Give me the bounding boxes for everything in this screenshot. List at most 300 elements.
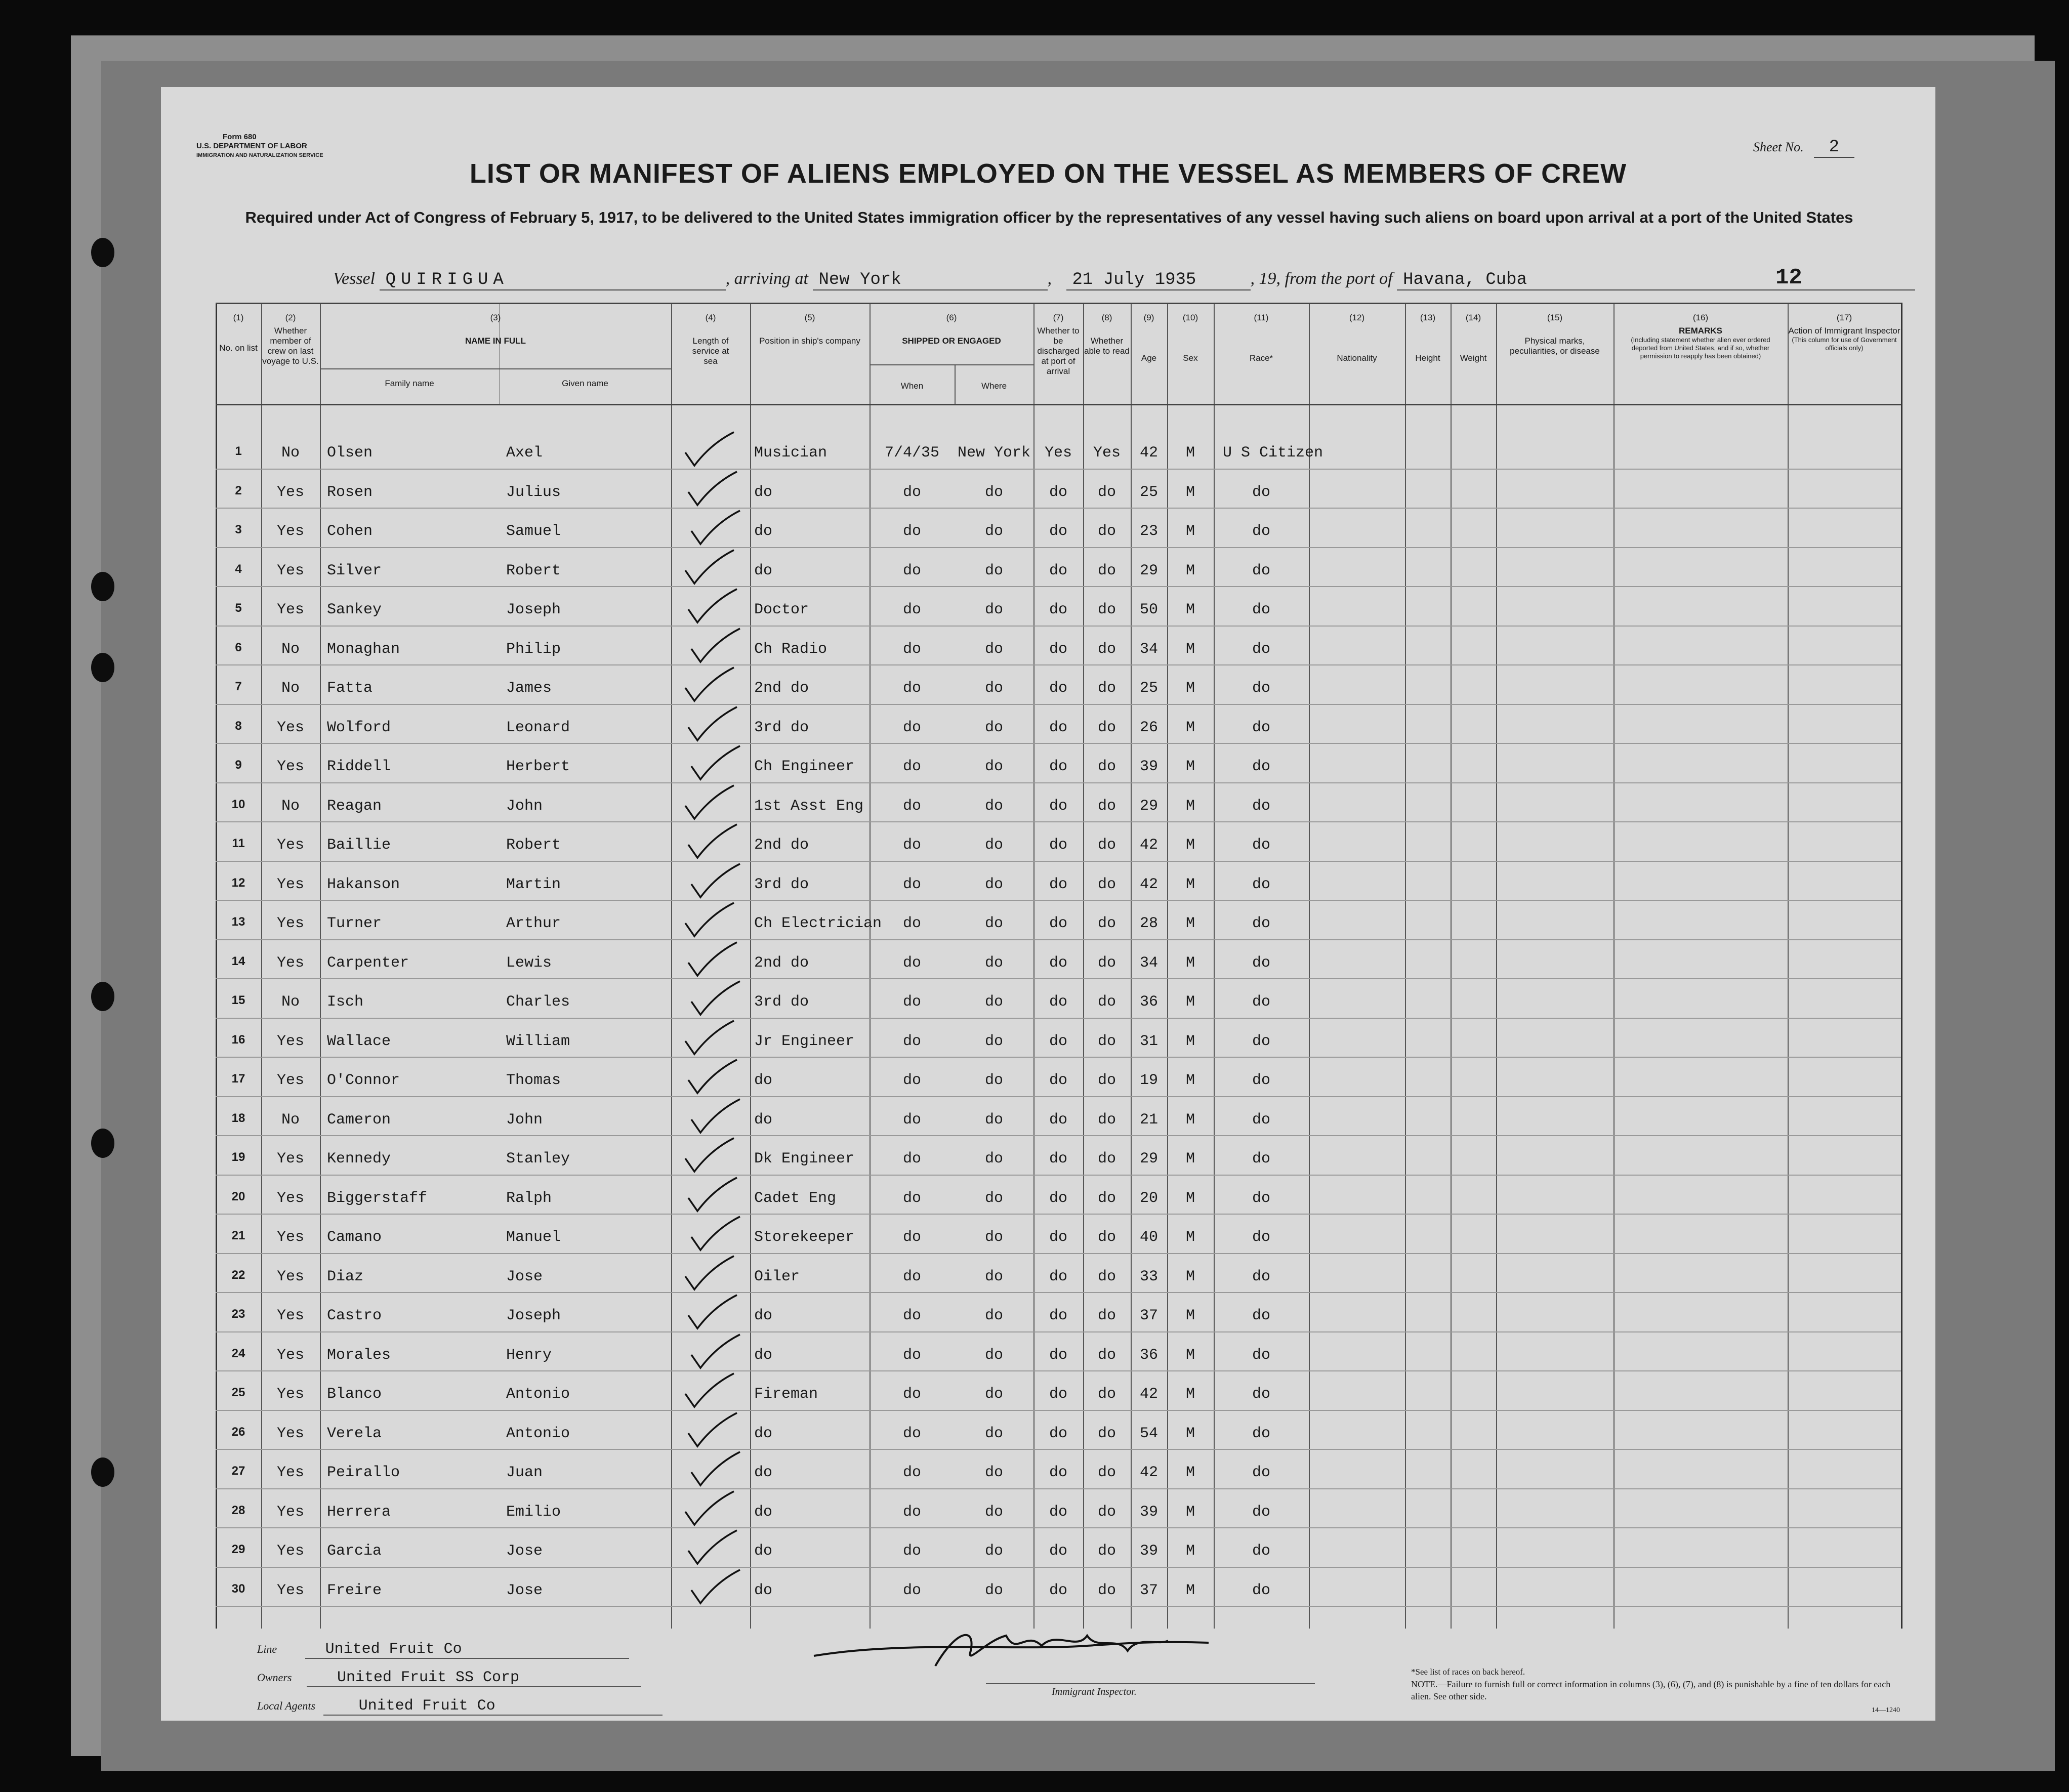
discharged-cell: do xyxy=(1049,601,1067,618)
checkmark-icon xyxy=(681,1135,737,1176)
given-name-cell: John xyxy=(506,797,543,815)
when-cell: do xyxy=(902,1268,921,1285)
crew-cell: Yes xyxy=(276,837,304,854)
family-name-cell: Freire xyxy=(327,1581,382,1599)
crew-cell: Yes xyxy=(276,915,304,932)
read-cell: do xyxy=(1097,483,1116,501)
given-name-cell: William xyxy=(506,1032,570,1050)
row-rule xyxy=(216,1449,1901,1450)
checkmark-icon xyxy=(684,821,740,862)
crew-cell: Yes xyxy=(276,562,304,579)
age-cell: 34 xyxy=(1139,640,1158,658)
given-name-cell: Leonard xyxy=(506,719,570,736)
binder-hole xyxy=(91,653,114,682)
age-cell: 21 xyxy=(1139,1111,1158,1129)
family-name-cell: O'Connor xyxy=(327,1072,400,1089)
col-header-height xyxy=(1405,313,1451,363)
position-cell: do xyxy=(754,523,773,540)
position-cell: Doctor xyxy=(754,601,809,618)
family-name-cell: Cameron xyxy=(327,1111,391,1129)
read-cell: do xyxy=(1097,837,1116,854)
crew-cell: Yes xyxy=(276,1072,304,1089)
position-cell: 3rd do xyxy=(754,876,809,893)
col-number: (14) xyxy=(1465,313,1481,322)
form-number: Form 680 xyxy=(223,133,257,141)
col-label: Sex xyxy=(1183,353,1198,363)
inspector-signature xyxy=(804,1620,1219,1676)
position-cell: do xyxy=(754,1581,773,1599)
position-cell: do xyxy=(754,1503,773,1521)
family-name-cell: Cohen xyxy=(327,523,373,540)
col-label: NAME IN FULL xyxy=(465,336,526,346)
given-name-cell: Axel xyxy=(506,444,543,462)
read-cell: do xyxy=(1097,1032,1116,1050)
age-cell: 20 xyxy=(1139,1189,1158,1207)
row-rule xyxy=(216,861,1901,862)
crew-cell: Yes xyxy=(276,954,304,972)
family-name-cell: Herrera xyxy=(327,1503,391,1521)
col-label: Age xyxy=(1141,353,1157,363)
race-cell: do xyxy=(1252,915,1270,932)
discharged-cell: do xyxy=(1049,1581,1067,1599)
row-rule xyxy=(216,1370,1901,1371)
discharged-cell: do xyxy=(1049,523,1067,540)
row-rule xyxy=(216,704,1901,705)
row-number: 13 xyxy=(231,915,245,929)
col-number: (9) xyxy=(1143,313,1154,322)
row-number: 22 xyxy=(231,1268,245,1282)
given-name-cell: Lewis xyxy=(506,954,552,972)
row-number: 12 xyxy=(231,876,245,890)
col-label: Height xyxy=(1415,353,1440,363)
column-divider xyxy=(320,303,321,1629)
race-cell: do xyxy=(1252,1543,1270,1560)
discharged-cell: do xyxy=(1049,1386,1067,1403)
sheet-number xyxy=(1753,138,1854,157)
when-cell: do xyxy=(902,1464,921,1481)
sex-cell: M xyxy=(1185,719,1195,736)
read-cell: do xyxy=(1097,1503,1116,1521)
col-header-where: Where xyxy=(981,381,1007,391)
checkmark-icon xyxy=(684,704,740,744)
row-number: 21 xyxy=(231,1229,245,1242)
race-cell: do xyxy=(1252,1189,1270,1207)
row-number: 11 xyxy=(232,837,245,850)
position-cell: Jr Engineer xyxy=(754,1032,855,1050)
service-name: IMMIGRATION AND NATURALIZATION SERVICE xyxy=(196,152,323,158)
read-cell: do xyxy=(1097,758,1116,775)
owners-label: Owners xyxy=(257,1671,292,1684)
read-cell: Yes xyxy=(1093,444,1121,462)
when-cell: do xyxy=(902,993,921,1011)
binder-hole xyxy=(91,572,114,601)
position-cell: do xyxy=(754,1072,773,1089)
row-number: 28 xyxy=(231,1503,245,1517)
age-cell: 25 xyxy=(1139,680,1158,697)
when-cell: do xyxy=(902,797,921,815)
family-name-cell: Wallace xyxy=(327,1032,391,1050)
discharged-cell: do xyxy=(1049,1307,1067,1324)
crew-cell: Yes xyxy=(276,1581,304,1599)
where-cell: do xyxy=(984,1268,1003,1285)
discharged-cell: do xyxy=(1049,954,1067,972)
given-name-cell: Julius xyxy=(506,483,561,501)
checkmark-icon xyxy=(684,586,740,627)
when-cell: do xyxy=(902,1503,921,1521)
when-cell: do xyxy=(902,523,921,540)
family-name-cell: Carpenter xyxy=(327,954,409,972)
given-name-cell: Robert xyxy=(506,837,561,854)
age-cell: 39 xyxy=(1139,1543,1158,1560)
discharged-cell: do xyxy=(1049,1229,1067,1246)
when-cell: do xyxy=(902,1581,921,1599)
given-name-cell: Jose xyxy=(506,1268,543,1285)
when-cell: do xyxy=(902,758,921,775)
column-divider xyxy=(1496,303,1497,1629)
row-rule xyxy=(216,1175,1901,1176)
col-number: (6) xyxy=(946,313,957,322)
row-rule xyxy=(216,1606,1901,1607)
where-cell: do xyxy=(984,1425,1003,1442)
read-cell: do xyxy=(1097,1268,1116,1285)
owners-value: United Fruit SS Corp xyxy=(307,1669,641,1687)
checkmark-icon xyxy=(684,1057,740,1097)
crew-cell: No xyxy=(281,640,300,658)
position-cell: Ch Radio xyxy=(754,640,827,658)
row-rule xyxy=(216,782,1901,783)
given-name-cell: Ralph xyxy=(506,1189,552,1207)
where-cell: do xyxy=(984,1307,1003,1324)
binder-hole xyxy=(91,238,114,267)
row-rule xyxy=(216,1331,1901,1332)
given-name-cell: Martin xyxy=(506,876,561,893)
row-number: 18 xyxy=(231,1111,245,1125)
where-cell: do xyxy=(984,1229,1003,1246)
col-label: Whether to be discharged at port of arrival xyxy=(1037,326,1080,376)
col-header-age xyxy=(1131,313,1167,363)
age-cell: 26 xyxy=(1139,719,1158,736)
where-cell: do xyxy=(984,797,1003,815)
col-header-shipped xyxy=(870,313,1033,346)
where-cell: do xyxy=(984,483,1003,501)
given-name-cell: Robert xyxy=(506,562,561,579)
col-label: No. on list xyxy=(219,343,258,353)
read-cell: do xyxy=(1097,640,1116,658)
discharged-cell: do xyxy=(1049,680,1067,697)
col-sublabel: (Including statement whether alien ever ordered deported from United States, and if so, whether permission to reapply has been obtained) xyxy=(1631,336,1770,360)
row-rule xyxy=(216,1410,1901,1411)
given-name-cell: Samuel xyxy=(506,523,561,540)
crew-cell: Yes xyxy=(276,719,304,736)
row-number: 1 xyxy=(235,444,242,458)
discharged-cell: do xyxy=(1049,1111,1067,1129)
given-name-cell: Thomas xyxy=(506,1072,561,1089)
col-number: (1) xyxy=(233,313,244,322)
read-cell: do xyxy=(1097,719,1116,736)
checkmark-icon xyxy=(684,1292,740,1332)
race-cell: do xyxy=(1252,1503,1270,1521)
crew-cell: Yes xyxy=(276,601,304,618)
crew-cell: Yes xyxy=(276,1503,304,1521)
position-cell: do xyxy=(754,1346,773,1364)
given-name-cell: Philip xyxy=(506,640,561,658)
read-cell: do xyxy=(1097,523,1116,540)
given-name-cell: Joseph xyxy=(506,1307,561,1324)
discharged-cell: do xyxy=(1049,1150,1067,1168)
given-name-cell: Jose xyxy=(506,1581,543,1599)
family-name-cell: Verela xyxy=(327,1425,382,1442)
discharged-cell: do xyxy=(1049,640,1067,658)
col-label: REMARKS xyxy=(1679,326,1722,336)
checkmark-icon xyxy=(684,939,740,980)
page-title: LIST OR MANIFEST OF ALIENS EMPLOYED ON THE VESSEL AS MEMBERS OF CREW xyxy=(469,158,1627,189)
age-cell: 42 xyxy=(1139,876,1158,893)
sheet-number-label: Sheet No. xyxy=(1753,140,1804,154)
row-number: 29 xyxy=(231,1543,245,1556)
race-cell: do xyxy=(1252,1032,1270,1050)
col-label: Weight xyxy=(1460,353,1487,363)
given-name-cell: Jose xyxy=(506,1543,543,1560)
col-header-sex xyxy=(1167,313,1214,363)
checkmark-icon xyxy=(684,469,740,509)
family-name-cell: Camano xyxy=(327,1229,382,1246)
checkmark-icon xyxy=(681,1370,737,1411)
row-rule xyxy=(216,1135,1901,1136)
row-rule xyxy=(216,1253,1901,1254)
given-name-cell: Joseph xyxy=(506,601,561,618)
from-port: Havana, Cuba xyxy=(1397,270,1915,290)
footer-agents xyxy=(257,1697,663,1716)
vessel-name: QUIRIGUA xyxy=(380,270,726,290)
column-divider xyxy=(750,303,751,1629)
given-name-cell: Stanley xyxy=(506,1150,570,1168)
race-cell: do xyxy=(1252,719,1270,736)
col-label: Length of service at sea xyxy=(692,336,729,366)
row-number: 5 xyxy=(235,601,242,615)
crew-cell: Yes xyxy=(276,1346,304,1364)
col-number: (11) xyxy=(1254,313,1269,322)
sex-cell: M xyxy=(1185,915,1195,932)
where-cell: do xyxy=(984,680,1003,697)
crew-cell: Yes xyxy=(276,876,304,893)
sex-cell: M xyxy=(1185,993,1195,1011)
when-cell: do xyxy=(902,719,921,736)
col-number: (5) xyxy=(804,313,815,322)
family-name-cell: Olsen xyxy=(327,444,373,462)
family-name-cell: Hakanson xyxy=(327,876,400,893)
age-cell: 37 xyxy=(1139,1581,1158,1599)
read-cell: do xyxy=(1097,1346,1116,1364)
row-number: 14 xyxy=(231,954,245,968)
when-cell: do xyxy=(902,1111,921,1129)
row-rule xyxy=(216,1488,1901,1489)
race-cell: do xyxy=(1252,1229,1270,1246)
sex-cell: M xyxy=(1185,1229,1195,1246)
col-header-family: Family name xyxy=(385,379,434,388)
when-cell: do xyxy=(902,876,921,893)
age-cell: 42 xyxy=(1139,1464,1158,1481)
when-cell: do xyxy=(902,954,921,972)
where-cell: do xyxy=(984,758,1003,775)
col-label: Position in ship's company xyxy=(759,336,860,346)
where-cell: do xyxy=(984,1503,1003,1521)
position-cell: Dk Engineer xyxy=(754,1150,855,1168)
race-cell: do xyxy=(1252,523,1270,540)
checkmark-icon xyxy=(681,429,737,470)
race-cell: do xyxy=(1252,1307,1270,1324)
family-name-cell: Isch xyxy=(327,993,364,1011)
crew-cell: Yes xyxy=(276,1425,304,1442)
family-name-cell: Morales xyxy=(327,1346,391,1364)
discharged-cell: do xyxy=(1049,1032,1067,1050)
discharged-cell: do xyxy=(1049,562,1067,579)
discharged-cell: do xyxy=(1049,1346,1067,1364)
row-number: 19 xyxy=(231,1150,245,1164)
row-number: 8 xyxy=(235,719,242,733)
when-cell: do xyxy=(902,837,921,854)
sex-cell: M xyxy=(1185,797,1195,815)
checkmark-icon xyxy=(681,1488,737,1529)
footer-line xyxy=(257,1641,629,1659)
when-cell: do xyxy=(902,1189,921,1207)
col-header-position xyxy=(750,313,870,346)
name-subdivider xyxy=(320,368,671,369)
crew-cell: Yes xyxy=(276,1229,304,1246)
where-cell: do xyxy=(984,915,1003,932)
position-cell: Storekeeper xyxy=(754,1229,855,1246)
discharged-cell: do xyxy=(1049,915,1067,932)
checkmark-icon xyxy=(684,1410,740,1450)
col-number: (3) xyxy=(490,313,501,322)
given-name-cell: John xyxy=(506,1111,543,1129)
family-name-cell: Fatta xyxy=(327,680,373,697)
position-cell: 3rd do xyxy=(754,719,809,736)
column-divider xyxy=(1405,303,1406,1629)
col-number: (12) xyxy=(1349,313,1365,322)
family-name-cell: Monaghan xyxy=(327,640,400,658)
where-cell: do xyxy=(984,1111,1003,1129)
col-label: Nationality xyxy=(1337,353,1377,363)
line-label: Line xyxy=(257,1643,277,1655)
when-cell: do xyxy=(902,680,921,697)
col-header-weight xyxy=(1451,313,1496,363)
row-rule xyxy=(216,743,1901,744)
read-cell: do xyxy=(1097,1425,1116,1442)
where-cell: do xyxy=(984,1581,1003,1599)
discharged-cell: do xyxy=(1049,1072,1067,1089)
when-cell: do xyxy=(902,915,921,932)
read-cell: do xyxy=(1097,1229,1116,1246)
where-cell: do xyxy=(984,601,1003,618)
age-cell: 39 xyxy=(1139,1503,1158,1521)
row-number: 17 xyxy=(231,1072,245,1086)
sex-cell: M xyxy=(1185,876,1195,893)
row-rule xyxy=(216,1057,1901,1058)
col-header-when: When xyxy=(900,381,924,391)
crew-cell: Yes xyxy=(276,1307,304,1324)
when-cell: do xyxy=(902,1150,921,1168)
crew-cell: Yes xyxy=(276,483,304,501)
col-header-race xyxy=(1214,313,1309,363)
sex-cell: M xyxy=(1185,1032,1195,1050)
age-cell: 40 xyxy=(1139,1229,1158,1246)
sex-cell: M xyxy=(1185,1150,1195,1168)
given-name-cell: Emilio xyxy=(506,1503,561,1521)
sex-cell: M xyxy=(1185,1346,1195,1364)
binder-hole xyxy=(91,982,114,1011)
given-name-cell: Herbert xyxy=(506,758,570,775)
col-label: Action of Immigrant Inspector xyxy=(1788,326,1900,336)
checkmark-icon xyxy=(687,1449,743,1489)
where-cell: do xyxy=(984,1072,1003,1089)
crew-cell: No xyxy=(281,680,300,697)
vessel-line: Vessel QUIRIGUA , arriving at New York , 21 July 1935 , 19, from the port of Havana, Cuba xyxy=(333,269,1915,290)
sex-cell: M xyxy=(1185,640,1195,658)
read-cell: do xyxy=(1097,1581,1116,1599)
row-rule xyxy=(216,1567,1901,1568)
where-cell: do xyxy=(984,523,1003,540)
col-label: Whether able to read xyxy=(1084,336,1130,356)
where-cell: do xyxy=(984,1189,1003,1207)
race-cell: do xyxy=(1252,680,1270,697)
age-cell: 29 xyxy=(1139,562,1158,579)
row-rule xyxy=(216,664,1901,665)
sheet-number-value: 2 xyxy=(1814,138,1854,158)
row-rule xyxy=(216,626,1901,627)
family-name-cell: Blanco xyxy=(327,1386,382,1403)
age-cell: 19 xyxy=(1139,1072,1158,1089)
line-value: United Fruit Co xyxy=(305,1641,629,1659)
read-cell: do xyxy=(1097,954,1116,972)
col-label: Whether member of crew on last voyage to U.S. xyxy=(262,326,319,366)
race-cell: do xyxy=(1252,1346,1270,1364)
col-number: (4) xyxy=(705,313,716,322)
checkmark-icon xyxy=(681,900,737,940)
family-name-cell: Castro xyxy=(327,1307,382,1324)
position-cell: do xyxy=(754,1543,773,1560)
age-cell: 42 xyxy=(1139,444,1158,462)
sex-cell: M xyxy=(1185,1189,1195,1207)
position-cell: do xyxy=(754,1464,773,1481)
column-divider xyxy=(1788,303,1789,1629)
read-cell: do xyxy=(1097,1189,1116,1207)
race-cell: do xyxy=(1252,758,1270,775)
given-name-cell: Antonio xyxy=(506,1386,570,1403)
race-cell: do xyxy=(1252,837,1270,854)
col-number: (13) xyxy=(1420,313,1436,322)
row-rule xyxy=(216,1292,1901,1293)
when-cell: do xyxy=(902,562,921,579)
position-cell: do xyxy=(754,1307,773,1324)
row-number: 26 xyxy=(231,1425,245,1439)
checkmark-icon xyxy=(687,508,743,548)
row-number: 10 xyxy=(231,797,245,811)
position-cell: 3rd do xyxy=(754,993,809,1011)
where-cell: do xyxy=(984,1543,1003,1560)
discharged-cell: Yes xyxy=(1044,444,1072,462)
row-number: 27 xyxy=(231,1464,245,1478)
family-name-cell: Baillie xyxy=(327,837,391,854)
read-cell: do xyxy=(1097,993,1116,1011)
age-cell: 31 xyxy=(1139,1032,1158,1050)
checkmark-icon xyxy=(681,1018,737,1058)
when-cell: do xyxy=(902,1072,921,1089)
races-note: *See list of races on back hereof. xyxy=(1411,1667,1525,1677)
sex-cell: M xyxy=(1185,601,1195,618)
where-cell: do xyxy=(984,1346,1003,1364)
family-name-cell: Turner xyxy=(327,915,382,932)
col-header-crew xyxy=(261,313,320,366)
